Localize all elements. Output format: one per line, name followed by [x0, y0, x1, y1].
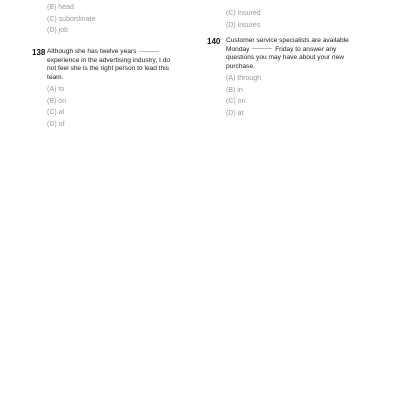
question-line: questions you may have about your new [226, 54, 345, 62]
option-d[interactable] [226, 108, 388, 120]
option-letter: (A) [226, 75, 236, 83]
option-letter: (D) [226, 109, 236, 117]
option-text: at [58, 109, 65, 117]
option-d[interactable] [47, 25, 95, 37]
option-letter: (D) [47, 120, 57, 128]
question-text [226, 37, 388, 71]
question-options [226, 73, 388, 119]
option-text: at [237, 109, 244, 117]
question-line: Friday to answer any [275, 45, 337, 53]
option-a[interactable] [226, 73, 388, 85]
option-a[interactable] [47, 84, 208, 96]
option-c[interactable] [47, 14, 95, 26]
option-text: insured [237, 10, 261, 17]
option-b[interactable] [47, 96, 208, 108]
answer-blank [252, 48, 272, 49]
option-letter: (B) [226, 86, 236, 94]
option-c[interactable] [226, 96, 388, 108]
option-letter: (A) [47, 86, 57, 94]
option-letter: (D) [47, 27, 57, 34]
option-text: job [58, 27, 69, 34]
question-options [47, 84, 208, 130]
option-text: on [58, 97, 67, 105]
option-text: in [237, 86, 243, 94]
question-line: Monday [226, 45, 250, 53]
option-letter: (B) [47, 97, 57, 105]
option-d[interactable] [47, 119, 208, 131]
option-letter: (C) [47, 109, 57, 117]
option-letter: (C) [47, 15, 57, 23]
option-letter: (B) [47, 4, 57, 11]
question-line: Although she has twelve years [47, 48, 137, 55]
question-138 [33, 48, 208, 130]
option-letter: (C) [226, 98, 236, 106]
prev-question-options [47, 2, 95, 37]
option-d[interactable] [226, 20, 261, 32]
prev-question-options [226, 8, 261, 31]
option-text: to [58, 86, 65, 94]
question-line: Customer service specialists are available [226, 37, 349, 44]
option-b[interactable] [47, 2, 95, 14]
answer-blank [139, 51, 159, 52]
option-text: through [237, 75, 262, 83]
option-text: head [58, 4, 74, 11]
question-number: 140 [207, 37, 221, 46]
option-text: on [237, 98, 246, 106]
option-c[interactable] [226, 8, 261, 20]
option-c[interactable] [47, 107, 208, 119]
question-line: purchase. [226, 62, 255, 70]
question-line: experience in the advertising industry, I do [47, 56, 171, 64]
option-text: insures [237, 21, 261, 29]
question-number: 138 [32, 48, 46, 57]
question-140 [208, 37, 388, 119]
question-line: not feel she is the right person to lead this [47, 65, 170, 73]
option-text: subordinate [58, 15, 96, 23]
option-b[interactable] [226, 85, 388, 97]
question-line: team. [47, 73, 64, 81]
option-text: of [58, 120, 65, 128]
question-text [47, 48, 208, 82]
option-letter: (C) [226, 10, 236, 17]
option-letter: (D) [226, 21, 236, 29]
